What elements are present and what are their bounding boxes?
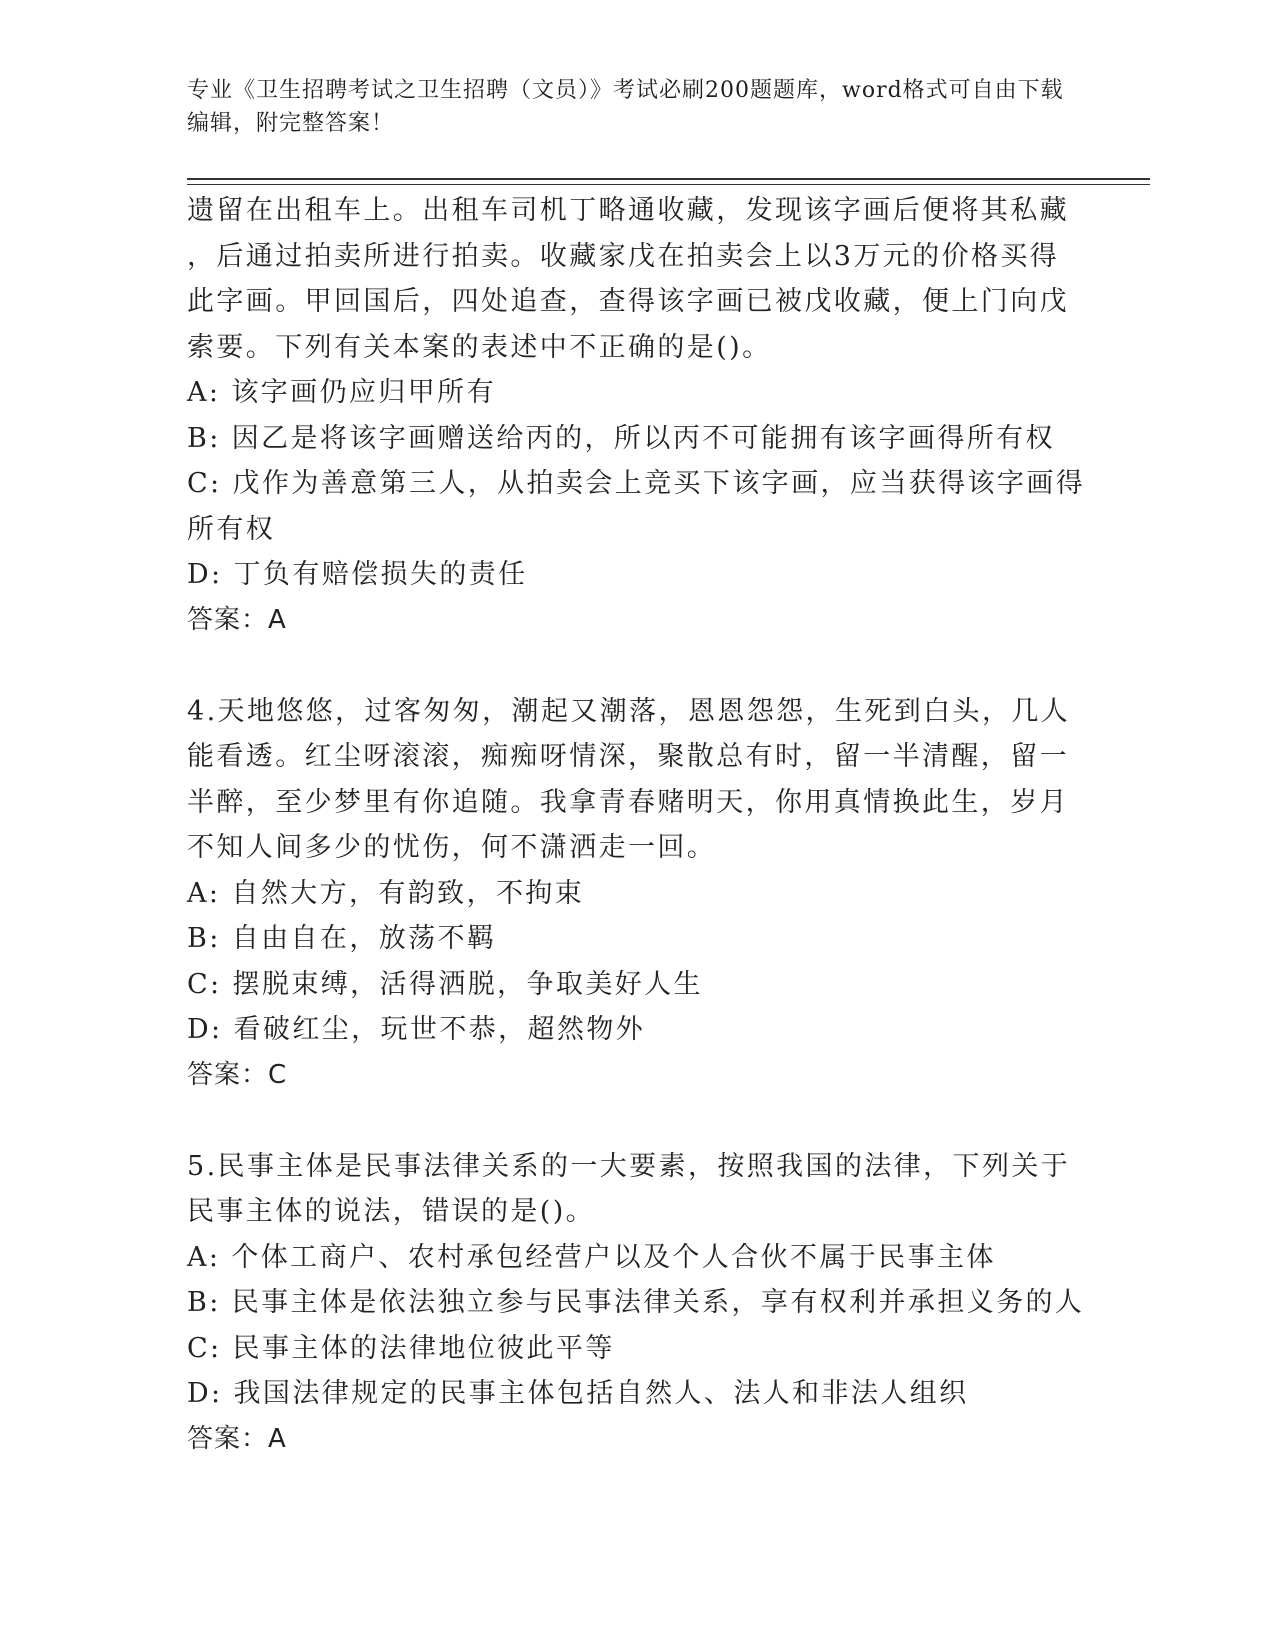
- question-stem-line: 索要。下列有关本案的表述中不正确的是()。: [187, 331, 772, 363]
- question-4: [187, 689, 1087, 1099]
- question-stem-line: 5.民事主体是民事法律关系的一大要素，按照我国的法律，下列关于: [187, 1150, 1071, 1182]
- header-rule-thick: [187, 178, 1150, 180]
- answer-label: 答案：C: [187, 1059, 288, 1090]
- question-stem-line: 半醉，至少梦里有你追随。我拿青春赌明天，你用真情换此生，岁月: [187, 786, 1069, 818]
- spacer: [187, 643, 1087, 689]
- question-stem-line: 遗留在出租车上。出租车司机丁略通收藏，发现该字画后便将其私藏: [187, 195, 1069, 226]
- question-5: [187, 1144, 1087, 1463]
- option-c: C: 戊作为善意第三人，从拍卖会上竞买下该字画，应当获得该字画得: [187, 468, 1086, 499]
- option-a: A: 个体工商户、农村承包经营户以及个人合伙不属于民事主体: [187, 1241, 996, 1273]
- header-title: 专业《卫生招聘考试之卫生招聘（文员）》考试必刷200题题库，word格式可自由下载编辑，附完整答案！: [187, 78, 1064, 136]
- document-header: [187, 74, 1067, 140]
- option-b: B: 民事主体是依法独立参与民事法律关系，享有权利并承担义务的人: [187, 1287, 1085, 1318]
- spacer: [187, 1098, 1087, 1144]
- question-stem-line: ，后通过拍卖所进行拍卖。收藏家戊在拍卖会上以3万元的价格买得: [187, 240, 1060, 272]
- option-b: B: 自由自在，放荡不羁: [187, 923, 497, 954]
- option-c: C: 民事主体的法律地位彼此平等: [187, 1332, 615, 1364]
- question-stem-line: 此字画。甲回国后，四处追查，查得该字画已被戊收藏，便上门向戊: [187, 286, 1069, 317]
- question-stem-line: 不知人间多少的忧伤，何不潇洒走一回。: [187, 832, 717, 863]
- option-d: D: 看破红尘，玩世不恭，超然物外: [187, 1014, 646, 1045]
- option-b: B: 因乙是将该字画赠送给丙的，所以丙不可能拥有该字画得所有权: [187, 422, 1055, 454]
- header-rule-thin: [187, 184, 1150, 185]
- question-3: [187, 188, 1087, 643]
- option-a: A: 该字画仍应归甲所有: [187, 377, 496, 408]
- question-stem-line: 4.天地悠悠，过客匆匆，潮起又潮落，恩恩怨怨，生死到白头，几人: [187, 695, 1071, 727]
- question-stem-line: 民事主体的说法，错误的是()。: [187, 1196, 596, 1227]
- option-d: D: 丁负有赔偿损失的责任: [187, 559, 528, 590]
- answer-label: 答案：A: [187, 604, 287, 635]
- option-c-continued: 所有权: [187, 513, 276, 545]
- option-c: C: 摆脱束缚，活得洒脱，争取美好人生: [187, 968, 703, 1000]
- question-stem-line: 能看透。红尘呀滚滚，痴痴呀情深，聚散总有时，留一半清醒，留一: [187, 741, 1069, 772]
- answer-label: 答案：A: [187, 1423, 287, 1454]
- option-a: A: 自然大方，有韵致，不拘束: [187, 877, 585, 909]
- option-d: D: 我国法律规定的民事主体包括自然人、法人和非法人组织: [187, 1378, 969, 1409]
- document-body: [187, 188, 1087, 1462]
